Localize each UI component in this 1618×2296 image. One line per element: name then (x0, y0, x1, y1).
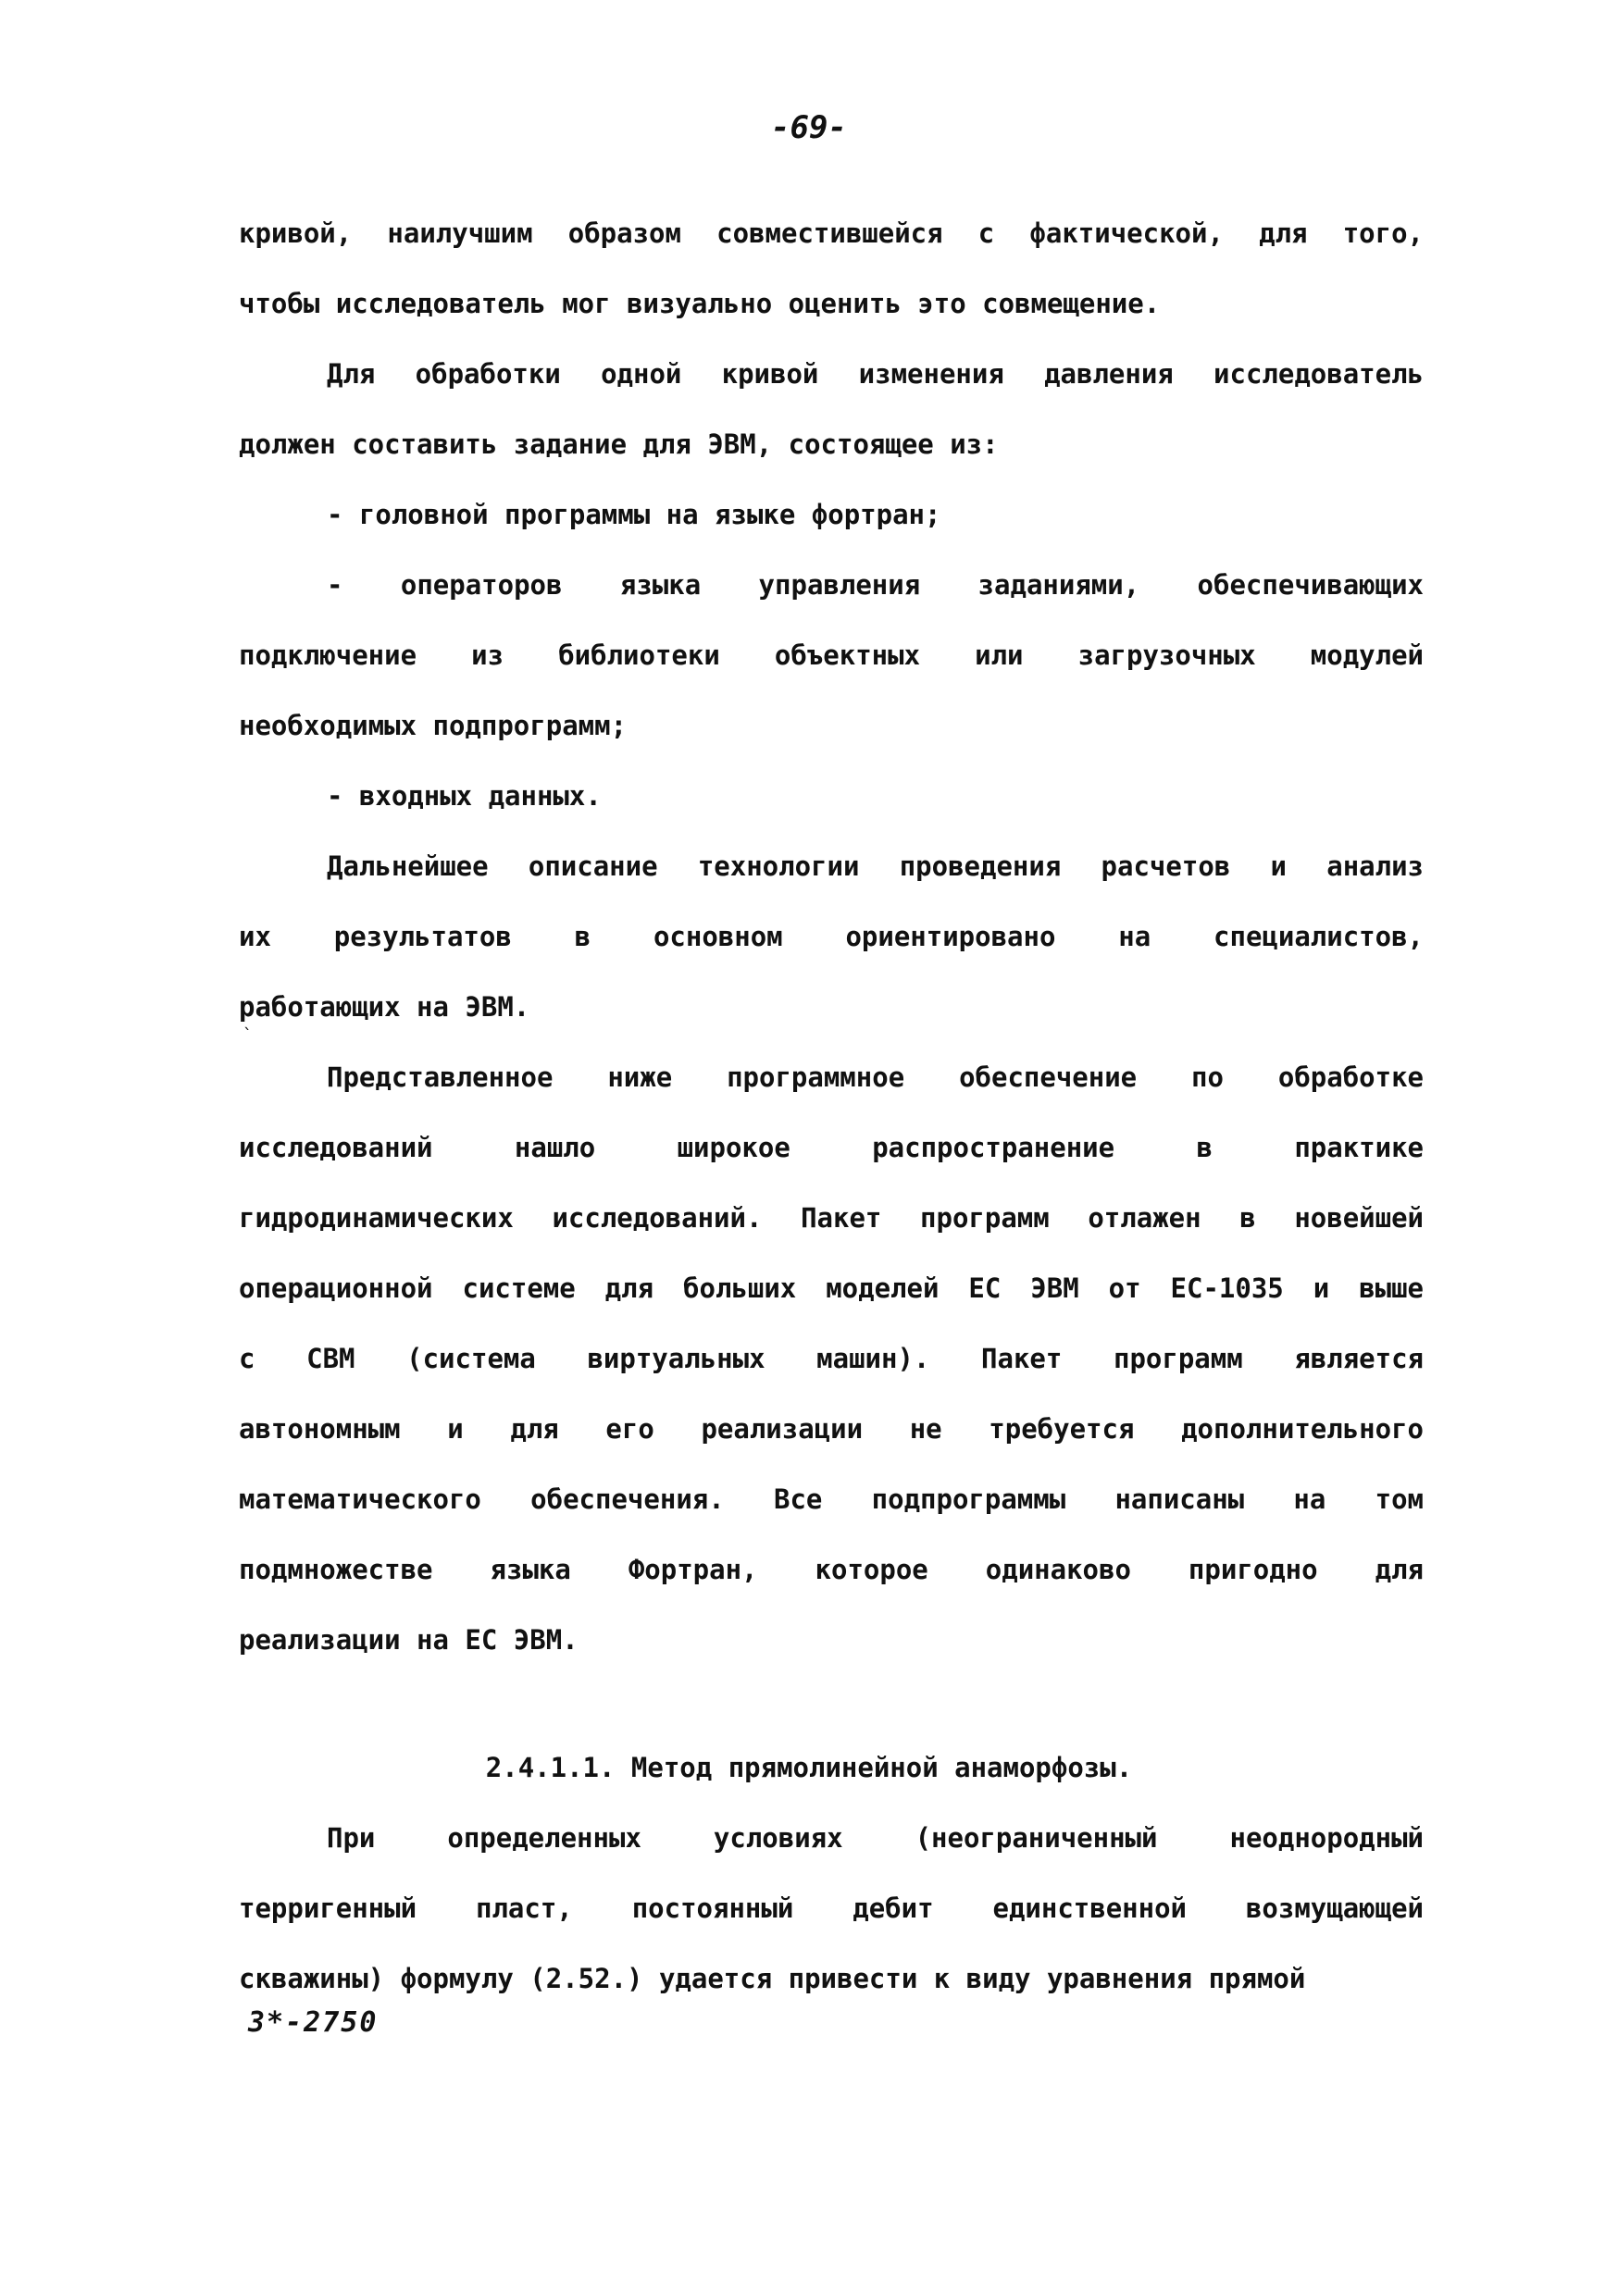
text-line-17: с СВМ (система виртуальных машин). Пакет программ является (239, 1343, 1424, 1374)
page-number: -69- (771, 109, 847, 146)
stray-mark: ` (243, 1025, 253, 1045)
text-line-4: должен составить задание для ЭВМ, состоящее из: (239, 428, 999, 460)
text-line-21: реализации на ЕС ЭВМ. (239, 1624, 579, 1656)
text-line-1: кривой, наилучшим образом совместившейся с фактической, для того, (239, 217, 1424, 249)
text-line-20: подмножестве языка Фортран, которое одинаково пригодно для (239, 1554, 1424, 1585)
section-line-3: скважины) формулу (2.52.) удается привести к виду уравнения прямой (239, 1963, 1306, 1994)
text-line-10: Дальнейшее описание технологии проведения расчетов и анализ (327, 850, 1424, 882)
text-line-19: математического обеспечения. Все подпрограммы написаны на том (239, 1483, 1424, 1515)
text-line-18: автономным и для его реализации не требуется дополнительного (239, 1413, 1424, 1445)
text-line-2: чтобы исследователь мог визуально оценить это совмещение. (239, 288, 1161, 319)
text-line-14: исследований нашло широкое распространение в практике (239, 1132, 1424, 1163)
text-line-7: подключение из библиотеки объектных или загрузочных модулей (239, 639, 1424, 671)
text-line-3: Для обработки одной кривой изменения давления исследователь (327, 358, 1424, 390)
section-line-2: терригенный пласт, постоянный дебит единственной возмущающей (239, 1893, 1424, 1924)
text-line-16: операционной системе для больших моделей ЕС ЭВМ от ЕС-1035 и выше (239, 1272, 1424, 1304)
section-line-1: При определенных условиях (неограниченный неоднородный (327, 1822, 1424, 1854)
text-line-13: Представленное ниже программное обеспечение по обработке (327, 1061, 1424, 1093)
text-line-8: необходимых подпрограмм; (239, 710, 628, 741)
text-line-15: гидродинамических исследований. Пакет программ отлажен в новейшей (239, 1202, 1424, 1234)
text-line-12: работающих на ЭВМ. (239, 991, 530, 1023)
list-item-1: - головной программы на языке фортран; (327, 499, 941, 530)
text-line-11: их результатов в основном ориентировано на специалистов, (239, 921, 1424, 952)
list-item-2: - операторов языка управления заданиями, обеспечивающих (327, 569, 1424, 601)
section-heading: 2.4.1.1. Метод прямолинейной анаморфозы. (485, 1752, 1133, 1783)
list-item-3: - входных данных. (327, 780, 602, 812)
print-code: 3*-2750 (248, 2006, 379, 2039)
